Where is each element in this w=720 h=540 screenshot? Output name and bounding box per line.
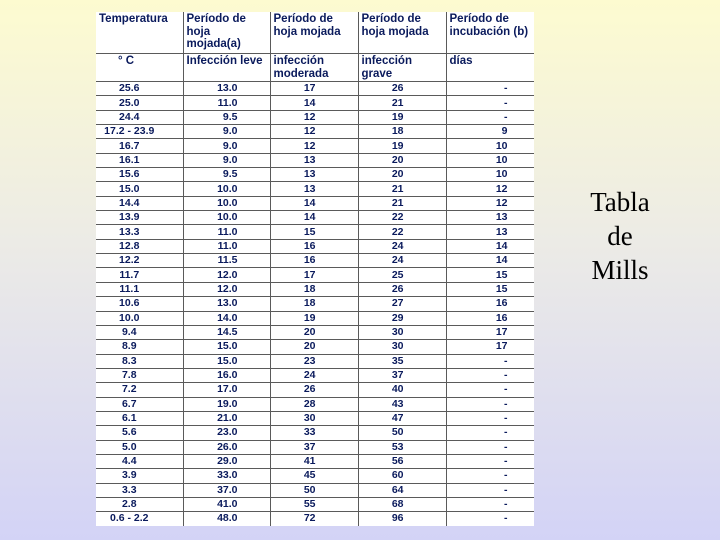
incubation-days-cell: - — [446, 383, 534, 397]
temperature-cell: 11.1 — [96, 282, 183, 296]
subheader-celsius: ° C — [96, 54, 183, 82]
moderate-infection-cell: 19 — [270, 311, 358, 325]
table-row — [96, 225, 534, 239]
temperature-cell: 25.0 — [96, 96, 183, 110]
severe-infection-cell: 19 — [358, 110, 446, 124]
moderate-infection-cell: 17 — [270, 82, 358, 96]
incubation-days-cell: - — [446, 512, 534, 526]
temperature-cell: 8.3 — [96, 354, 183, 368]
severe-infection-cell: 40 — [358, 383, 446, 397]
light-infection-cell: 10.0 — [183, 196, 270, 210]
light-infection-cell: 48.0 — [183, 512, 270, 526]
light-infection-cell: 9.5 — [183, 168, 270, 182]
table-row — [96, 440, 534, 454]
light-infection-cell: 9.0 — [183, 125, 270, 139]
temperature-cell: 24.4 — [96, 110, 183, 124]
incubation-days-cell: - — [446, 411, 534, 425]
incubation-days-cell: 16 — [446, 297, 534, 311]
light-infection-cell: 15.0 — [183, 340, 270, 354]
light-infection-cell: 9.0 — [183, 139, 270, 153]
severe-infection-cell: 24 — [358, 254, 446, 268]
table-row — [96, 454, 534, 468]
table-row — [96, 368, 534, 382]
table-row — [96, 96, 534, 110]
light-infection-cell: 19.0 — [183, 397, 270, 411]
incubation-days-cell: - — [446, 440, 534, 454]
table-row — [96, 254, 534, 268]
light-infection-cell: 37.0 — [183, 483, 270, 497]
moderate-infection-cell: 20 — [270, 340, 358, 354]
moderate-infection-cell: 14 — [270, 211, 358, 225]
light-infection-cell: 15.0 — [183, 354, 270, 368]
table-row — [96, 196, 534, 210]
incubation-days-cell: - — [446, 497, 534, 511]
table-subheader-row — [96, 54, 534, 82]
moderate-infection-cell: 26 — [270, 383, 358, 397]
temperature-cell: 6.1 — [96, 411, 183, 425]
light-infection-cell: 33.0 — [183, 469, 270, 483]
severe-infection-cell: 29 — [358, 311, 446, 325]
severe-infection-cell: 26 — [358, 282, 446, 296]
incubation-days-cell: 17 — [446, 325, 534, 339]
severe-infection-cell: 47 — [358, 411, 446, 425]
subheader-moderate-infection: infección moderada — [270, 54, 358, 82]
severe-infection-cell: 22 — [358, 225, 446, 239]
moderate-infection-cell: 15 — [270, 225, 358, 239]
light-infection-cell: 23.0 — [183, 426, 270, 440]
table-row — [96, 268, 534, 282]
incubation-days-cell: 13 — [446, 225, 534, 239]
table-row — [96, 426, 534, 440]
incubation-days-cell: 12 — [446, 182, 534, 196]
table-row — [96, 325, 534, 339]
light-infection-cell: 9.0 — [183, 153, 270, 167]
temperature-cell: 12.2 — [96, 254, 183, 268]
severe-infection-cell: 20 — [358, 168, 446, 182]
temperature-cell: 15.6 — [96, 168, 183, 182]
incubation-days-cell: - — [446, 483, 534, 497]
slide-title — [560, 185, 680, 287]
table-row — [96, 297, 534, 311]
severe-infection-cell: 21 — [358, 196, 446, 210]
header-wet-period-severe: Período de hoja mojada — [358, 12, 446, 54]
light-infection-cell: 14.5 — [183, 325, 270, 339]
temperature-cell: 10.6 — [96, 297, 183, 311]
temperature-cell: 11.7 — [96, 268, 183, 282]
light-infection-cell: 10.0 — [183, 211, 270, 225]
light-infection-cell: 17.0 — [183, 383, 270, 397]
moderate-infection-cell: 30 — [270, 411, 358, 425]
light-infection-cell: 11.0 — [183, 239, 270, 253]
moderate-infection-cell: 72 — [270, 512, 358, 526]
header-temperature: Temperatura — [96, 12, 183, 54]
moderate-infection-cell: 13 — [270, 182, 358, 196]
slide-title-line-3: Mills — [591, 255, 649, 285]
incubation-days-cell: 10 — [446, 139, 534, 153]
severe-infection-cell: 35 — [358, 354, 446, 368]
light-infection-cell: 41.0 — [183, 497, 270, 511]
temperature-cell: 5.0 — [96, 440, 183, 454]
incubation-days-cell: - — [446, 469, 534, 483]
table-row — [96, 411, 534, 425]
incubation-days-cell: - — [446, 397, 534, 411]
moderate-infection-cell: 12 — [270, 139, 358, 153]
table-row — [96, 182, 534, 196]
light-infection-cell: 10.0 — [183, 182, 270, 196]
incubation-days-cell: 16 — [446, 311, 534, 325]
temperature-cell: 17.2 - 23.9 — [96, 125, 183, 139]
table-row — [96, 110, 534, 124]
severe-infection-cell: 96 — [358, 512, 446, 526]
moderate-infection-cell: 20 — [270, 325, 358, 339]
severe-infection-cell: 30 — [358, 340, 446, 354]
table-row — [96, 125, 534, 139]
header-wet-period-a: Período de hoja mojada(a) — [183, 12, 270, 54]
moderate-infection-cell: 14 — [270, 96, 358, 110]
moderate-infection-cell: 50 — [270, 483, 358, 497]
temperature-cell: 5.6 — [96, 426, 183, 440]
moderate-infection-cell: 41 — [270, 454, 358, 468]
light-infection-cell: 26.0 — [183, 440, 270, 454]
severe-infection-cell: 56 — [358, 454, 446, 468]
incubation-days-cell: 13 — [446, 211, 534, 225]
incubation-days-cell: - — [446, 96, 534, 110]
table-header-row — [96, 12, 534, 54]
moderate-infection-cell: 24 — [270, 368, 358, 382]
light-infection-cell: 11.0 — [183, 96, 270, 110]
light-infection-cell: 12.0 — [183, 282, 270, 296]
temperature-cell: 16.1 — [96, 153, 183, 167]
moderate-infection-cell: 13 — [270, 168, 358, 182]
temperature-cell: 4.4 — [96, 454, 183, 468]
light-infection-cell: 14.0 — [183, 311, 270, 325]
severe-infection-cell: 18 — [358, 125, 446, 139]
severe-infection-cell: 22 — [358, 211, 446, 225]
moderate-infection-cell: 12 — [270, 110, 358, 124]
moderate-infection-cell: 28 — [270, 397, 358, 411]
moderate-infection-cell: 12 — [270, 125, 358, 139]
temperature-cell: 16.7 — [96, 139, 183, 153]
incubation-days-cell: - — [446, 426, 534, 440]
temperature-cell: 2.8 — [96, 497, 183, 511]
severe-infection-cell: 53 — [358, 440, 446, 454]
subheader-days: días — [446, 54, 534, 82]
table-row — [96, 139, 534, 153]
light-infection-cell: 29.0 — [183, 454, 270, 468]
light-infection-cell: 16.0 — [183, 368, 270, 382]
temperature-cell: 7.2 — [96, 383, 183, 397]
moderate-infection-cell: 17 — [270, 268, 358, 282]
table-row — [96, 497, 534, 511]
temperature-cell: 3.3 — [96, 483, 183, 497]
incubation-days-cell: 15 — [446, 282, 534, 296]
light-infection-cell: 13.0 — [183, 297, 270, 311]
severe-infection-cell: 27 — [358, 297, 446, 311]
incubation-days-cell: 12 — [446, 196, 534, 210]
moderate-infection-cell: 13 — [270, 153, 358, 167]
light-infection-cell: 11.5 — [183, 254, 270, 268]
temperature-cell: 13.3 — [96, 225, 183, 239]
light-infection-cell: 12.0 — [183, 268, 270, 282]
incubation-days-cell: 14 — [446, 254, 534, 268]
incubation-days-cell: 10 — [446, 153, 534, 167]
severe-infection-cell: 60 — [358, 469, 446, 483]
temperature-cell: 6.7 — [96, 397, 183, 411]
severe-infection-cell: 43 — [358, 397, 446, 411]
subheader-severe-infection: infección grave — [358, 54, 446, 82]
severe-infection-cell: 50 — [358, 426, 446, 440]
light-infection-cell: 21.0 — [183, 411, 270, 425]
incubation-days-cell: - — [446, 454, 534, 468]
table-row — [96, 211, 534, 225]
severe-infection-cell: 25 — [358, 268, 446, 282]
severe-infection-cell: 64 — [358, 483, 446, 497]
header-incubation-period: Período de incubación (b) — [446, 12, 534, 54]
temperature-cell: 10.0 — [96, 311, 183, 325]
incubation-days-cell: - — [446, 368, 534, 382]
moderate-infection-cell: 18 — [270, 282, 358, 296]
slide-title-line-2: de — [607, 221, 633, 251]
table-row — [96, 311, 534, 325]
temperature-cell: 3.9 — [96, 469, 183, 483]
temperature-cell: 8.9 — [96, 340, 183, 354]
table-body — [96, 82, 534, 527]
table-row — [96, 153, 534, 167]
incubation-days-cell: 9 — [446, 125, 534, 139]
incubation-days-cell: 10 — [446, 168, 534, 182]
table-row — [96, 483, 534, 497]
moderate-infection-cell: 45 — [270, 469, 358, 483]
light-infection-cell: 9.5 — [183, 110, 270, 124]
table-row — [96, 168, 534, 182]
table-row — [96, 383, 534, 397]
severe-infection-cell: 20 — [358, 153, 446, 167]
temperature-cell: 25.6 — [96, 82, 183, 96]
temperature-cell: 15.0 — [96, 182, 183, 196]
incubation-days-cell: 17 — [446, 340, 534, 354]
severe-infection-cell: 21 — [358, 96, 446, 110]
slide-title-line-1: Tabla — [590, 187, 650, 217]
header-wet-period-moderate: Período de hoja mojada — [270, 12, 358, 54]
temperature-cell: 12.8 — [96, 239, 183, 253]
severe-infection-cell: 30 — [358, 325, 446, 339]
moderate-infection-cell: 16 — [270, 239, 358, 253]
moderate-infection-cell: 37 — [270, 440, 358, 454]
temperature-cell: 0.6 - 2.2 — [96, 512, 183, 526]
moderate-infection-cell: 18 — [270, 297, 358, 311]
incubation-days-cell: 14 — [446, 239, 534, 253]
temperature-cell: 13.9 — [96, 211, 183, 225]
severe-infection-cell: 26 — [358, 82, 446, 96]
moderate-infection-cell: 55 — [270, 497, 358, 511]
moderate-infection-cell: 23 — [270, 354, 358, 368]
incubation-days-cell: - — [446, 110, 534, 124]
subheader-light-infection: Infección leve — [183, 54, 270, 82]
light-infection-cell: 11.0 — [183, 225, 270, 239]
moderate-infection-cell: 33 — [270, 426, 358, 440]
severe-infection-cell: 68 — [358, 497, 446, 511]
table-row — [96, 239, 534, 253]
moderate-infection-cell: 14 — [270, 196, 358, 210]
table-row — [96, 469, 534, 483]
incubation-days-cell: - — [446, 354, 534, 368]
moderate-infection-cell: 16 — [270, 254, 358, 268]
severe-infection-cell: 24 — [358, 239, 446, 253]
temperature-cell: 7.8 — [96, 368, 183, 382]
incubation-days-cell: 15 — [446, 268, 534, 282]
table-row — [96, 340, 534, 354]
light-infection-cell: 13.0 — [183, 82, 270, 96]
temperature-cell: 9.4 — [96, 325, 183, 339]
severe-infection-cell: 37 — [358, 368, 446, 382]
mills-table-container — [96, 12, 534, 526]
table-row — [96, 282, 534, 296]
severe-infection-cell: 19 — [358, 139, 446, 153]
table-row — [96, 82, 534, 96]
severe-infection-cell: 21 — [358, 182, 446, 196]
incubation-days-cell: - — [446, 82, 534, 96]
table-row — [96, 354, 534, 368]
temperature-cell: 14.4 — [96, 196, 183, 210]
table-row — [96, 512, 534, 526]
table-row — [96, 397, 534, 411]
mills-table — [96, 12, 534, 526]
